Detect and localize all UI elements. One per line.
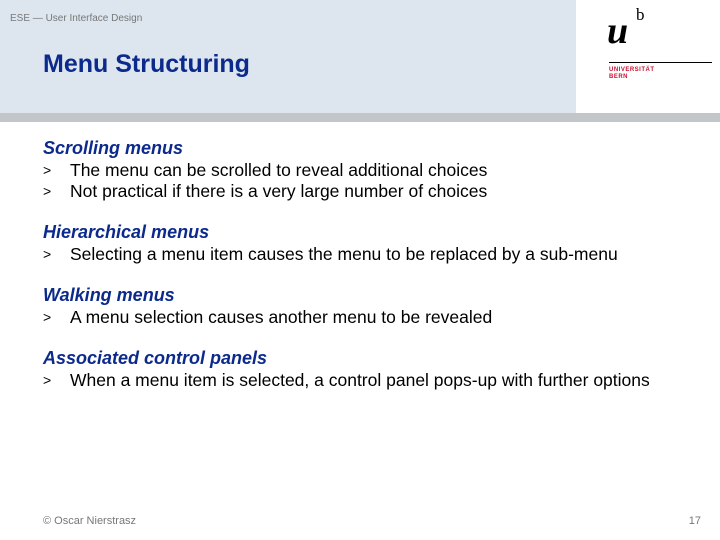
bullet-marker: >: [43, 162, 52, 178]
bullet-text: A menu selection causes another menu to be revealed: [70, 307, 493, 327]
bullet-text: The menu can be scrolled to reveal additional choices: [70, 160, 488, 180]
bullet-marker: >: [43, 246, 52, 262]
slide-title: Menu Structuring: [43, 50, 250, 78]
bullet-marker: >: [43, 372, 52, 388]
section-heading: Scrolling menus: [43, 138, 184, 158]
bullet-marker: >: [43, 309, 52, 325]
section-walking-menus: [43, 284, 683, 328]
bullet-list: [43, 307, 683, 328]
logo-rule: [609, 62, 712, 63]
footer-copyright: © Oscar Nierstrasz: [43, 515, 137, 527]
bullet-text: Selecting a menu item causes the menu to be replaced by a sub-menu: [70, 244, 618, 264]
slide-content: [43, 137, 683, 410]
bullet-item: [43, 244, 683, 265]
page-number: 17: [688, 515, 701, 527]
course-label: ESE — User Interface Design: [10, 13, 143, 24]
section-hierarchical-menus: [43, 221, 683, 265]
section-associated-control-panels: [43, 347, 683, 391]
logo-text: [609, 67, 655, 81]
university-logo: [607, 5, 667, 52]
section-scrolling-menus: [43, 137, 683, 202]
bullet-item: [43, 307, 683, 328]
bullet-list: [43, 244, 683, 265]
bullet-text: When a menu item is selected, a control panel pops-up with further options: [70, 370, 650, 390]
bullet-list: [43, 370, 683, 391]
logo-letter-u: u: [607, 10, 629, 52]
section-heading: Walking menus: [43, 285, 175, 305]
bullet-list: [43, 160, 683, 202]
section-heading: Associated control panels: [43, 348, 268, 368]
logo-letter-b: b: [636, 5, 645, 24]
header-divider: [0, 113, 720, 122]
bullet-item: [43, 370, 683, 391]
logo-line-1: UNIVERSITÄT: [609, 67, 655, 73]
section-heading: Hierarchical menus: [43, 222, 210, 242]
bullet-item: [43, 160, 683, 181]
logo-line-2: BERN: [609, 74, 629, 80]
bullet-marker: >: [43, 183, 52, 199]
bullet-item: [43, 181, 683, 202]
bullet-text: Not practical if there is a very large number of choices: [70, 181, 488, 201]
